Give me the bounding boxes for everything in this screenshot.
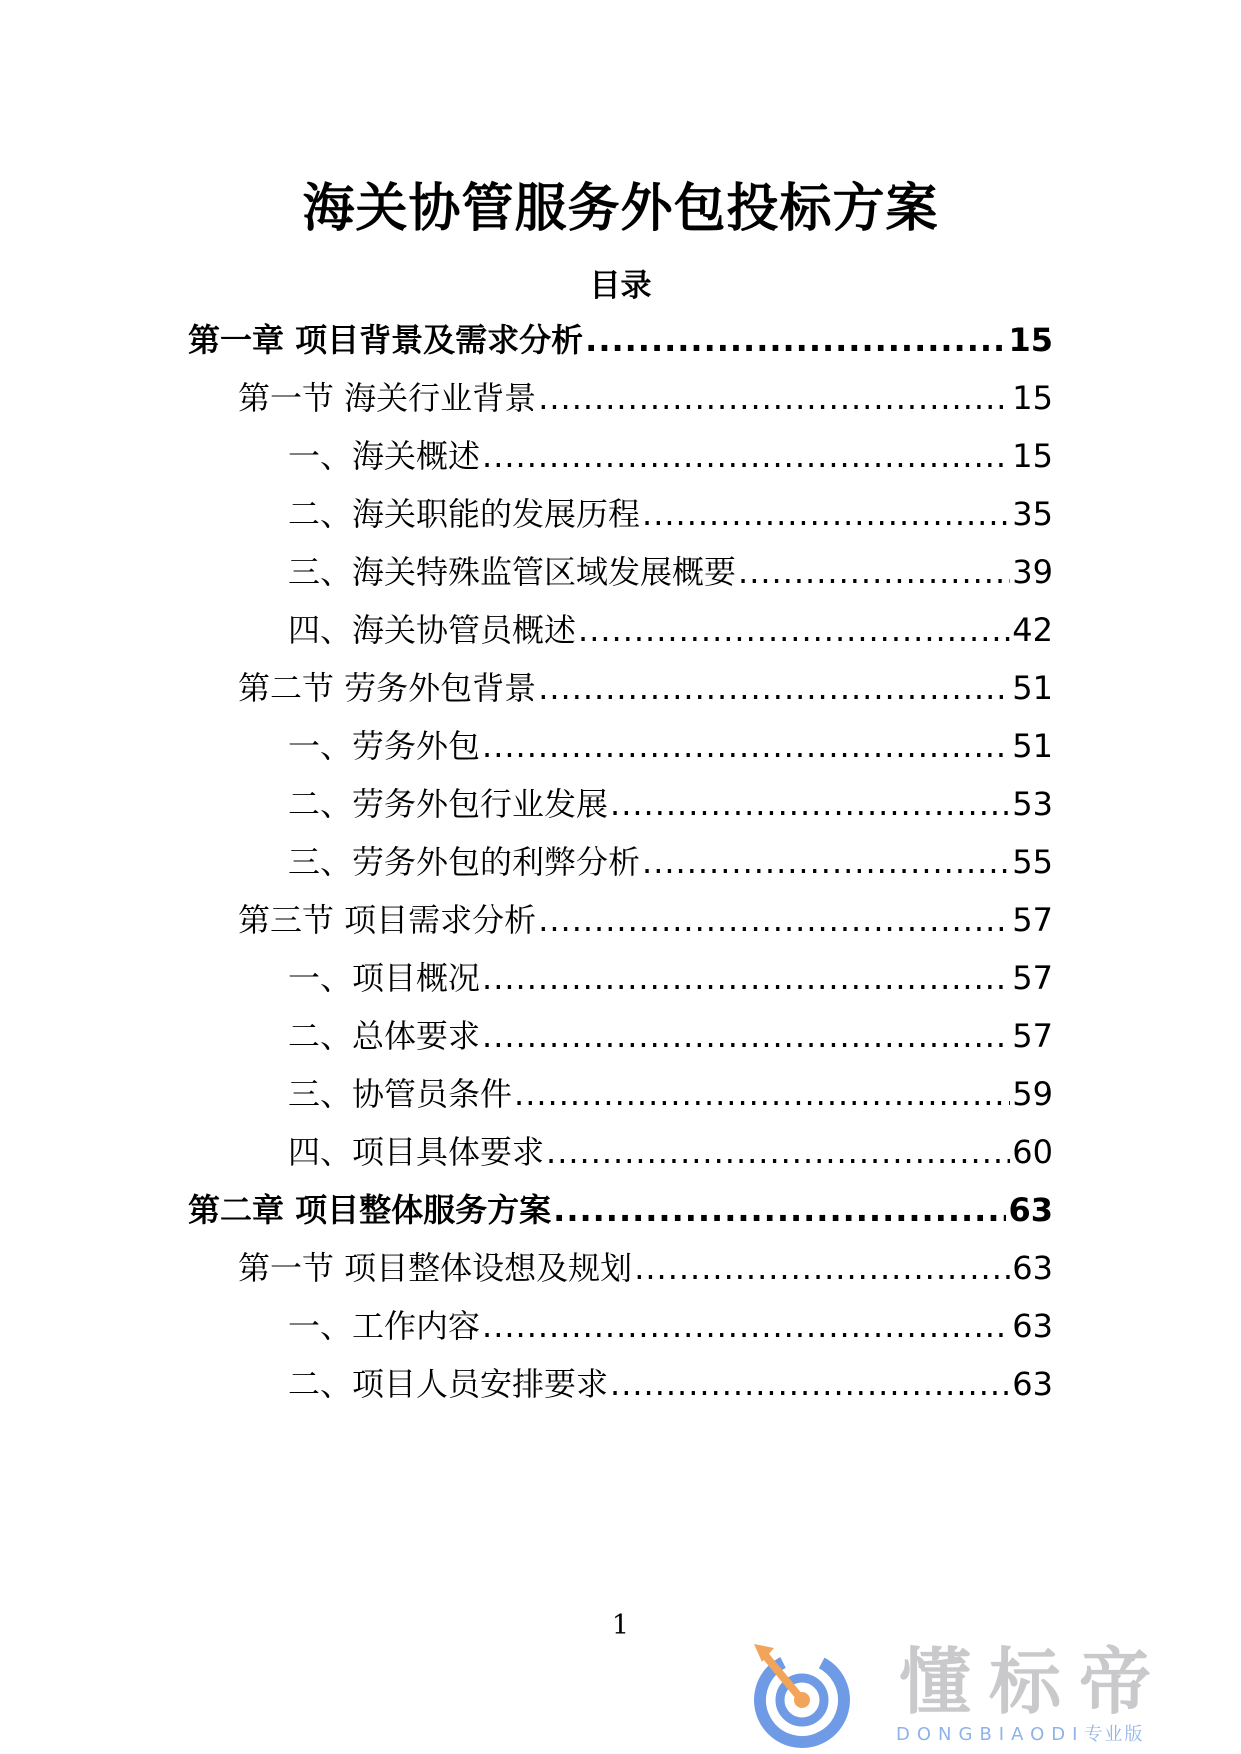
toc-entry-page: 57	[1012, 901, 1053, 939]
toc-leader-dots	[642, 837, 1010, 887]
toc-entry-section[interactable]	[238, 373, 1053, 423]
toc-entry-label: 一、项目概况	[288, 959, 481, 997]
toc-entry-page: 15	[1012, 379, 1053, 417]
toc-entry-page: 35	[1012, 495, 1053, 533]
toc-entry-page: 63	[1008, 1191, 1053, 1229]
watermark-subtitle	[896, 1724, 1144, 1746]
toc-entry-label: 第一章 项目背景及需求分析	[188, 321, 584, 359]
toc-leader-dots	[553, 1185, 1006, 1235]
toc-entry-label: 二、总体要求	[288, 1017, 481, 1055]
watermark-brand: 懂标帝	[899, 1640, 1170, 1724]
toc-entry-page: 15	[1012, 437, 1053, 475]
toc-entry-page: 51	[1012, 727, 1053, 765]
toc-entry-label: 第一节 项目整体设想及规划	[238, 1249, 633, 1287]
toc-entry-page: 39	[1012, 553, 1053, 591]
toc-entry-label: 四、海关协管员概述	[288, 611, 577, 649]
toc-entry-subsection[interactable]	[288, 953, 1053, 1003]
toc-entry-page: 15	[1008, 321, 1053, 359]
toc-entry-subsection[interactable]	[288, 721, 1053, 771]
target-arrow-icon	[744, 1640, 864, 1750]
toc-entry-label: 二、劳务外包行业发展	[288, 785, 609, 823]
toc-entry-label: 三、海关特殊监管区域发展概要	[288, 553, 737, 591]
toc-leader-dots	[578, 605, 1010, 655]
toc-entry-section[interactable]	[238, 1243, 1053, 1293]
toc-entry-page: 55	[1012, 843, 1053, 881]
toc-entry-subsection[interactable]	[288, 547, 1053, 597]
toc-entry-label: 第一节 海关行业背景	[238, 379, 537, 417]
toc-heading: 目录	[589, 268, 652, 304]
toc-entry-subsection[interactable]	[288, 605, 1053, 655]
toc-leader-dots	[585, 315, 1006, 365]
toc-entry-label: 四、项目具体要求	[288, 1133, 545, 1171]
toc-entry-subsection[interactable]	[288, 489, 1053, 539]
toc-entry-page: 63	[1012, 1249, 1053, 1287]
toc-leader-dots	[610, 779, 1010, 829]
toc-entry-subsection[interactable]	[288, 1069, 1053, 1119]
toc-leader-dots	[738, 547, 1010, 597]
toc-leader-dots	[482, 953, 1010, 1003]
toc-entry-subsection[interactable]	[288, 1127, 1053, 1177]
toc-entry-page: 63	[1012, 1307, 1053, 1345]
toc-leader-dots	[634, 1243, 1010, 1293]
toc-entry-page: 53	[1012, 785, 1053, 823]
toc-entry-subsection[interactable]	[288, 1359, 1053, 1409]
toc-entry-label: 三、协管员条件	[288, 1075, 513, 1113]
toc-entry-chapter[interactable]	[188, 315, 1053, 365]
toc-entry-subsection[interactable]	[288, 431, 1053, 481]
toc-leader-dots	[482, 1301, 1010, 1351]
toc-entry-label: 二、海关职能的发展历程	[288, 495, 641, 533]
toc-leader-dots	[546, 1127, 1010, 1177]
toc-entry-label: 一、劳务外包	[288, 727, 481, 765]
toc-entry-label: 一、海关概述	[288, 437, 481, 475]
toc-leader-dots	[538, 373, 1010, 423]
toc-leader-dots	[642, 489, 1010, 539]
toc-entry-page: 59	[1012, 1075, 1053, 1113]
toc-entry-section[interactable]	[238, 895, 1053, 945]
toc-entry-section[interactable]	[238, 663, 1053, 713]
toc-entry-label: 一、工作内容	[288, 1307, 481, 1345]
toc-entry-page: 51	[1012, 669, 1053, 707]
toc-entry-page: 63	[1012, 1365, 1053, 1403]
document-title: 海关协管服务外包投标方案	[302, 179, 939, 239]
toc-entry-chapter[interactable]	[188, 1185, 1053, 1235]
brand-watermark	[744, 1640, 1224, 1750]
toc-entry-page: 57	[1012, 959, 1053, 997]
toc-entry-label: 三、劳务外包的利弊分析	[288, 843, 641, 881]
page-number: 1	[611, 1610, 630, 1641]
watermark-latin: DONGBIAODI	[896, 1724, 1085, 1745]
toc-entry-page: 42	[1012, 611, 1053, 649]
toc-leader-dots	[610, 1359, 1010, 1409]
toc-leader-dots	[482, 721, 1010, 771]
toc-entry-page: 60	[1012, 1133, 1053, 1171]
toc-entry-subsection[interactable]	[288, 1011, 1053, 1061]
toc-entry-page: 57	[1012, 1017, 1053, 1055]
toc-leader-dots	[514, 1069, 1010, 1119]
toc-entry-subsection[interactable]	[288, 779, 1053, 829]
toc-entry-subsection[interactable]	[288, 1301, 1053, 1351]
toc-leader-dots	[482, 1011, 1010, 1061]
toc-leader-dots	[482, 431, 1010, 481]
toc-entry-label: 二、项目人员安排要求	[288, 1365, 609, 1403]
watermark-edition: 专业版	[1084, 1724, 1145, 1745]
toc-entry-label: 第二节 劳务外包背景	[238, 669, 537, 707]
toc-entry-subsection[interactable]	[288, 837, 1053, 887]
toc-entry-label: 第三节 项目需求分析	[238, 901, 537, 939]
toc-leader-dots	[538, 663, 1010, 713]
toc-entry-label: 第二章 项目整体服务方案	[188, 1191, 552, 1229]
toc-leader-dots	[538, 895, 1010, 945]
